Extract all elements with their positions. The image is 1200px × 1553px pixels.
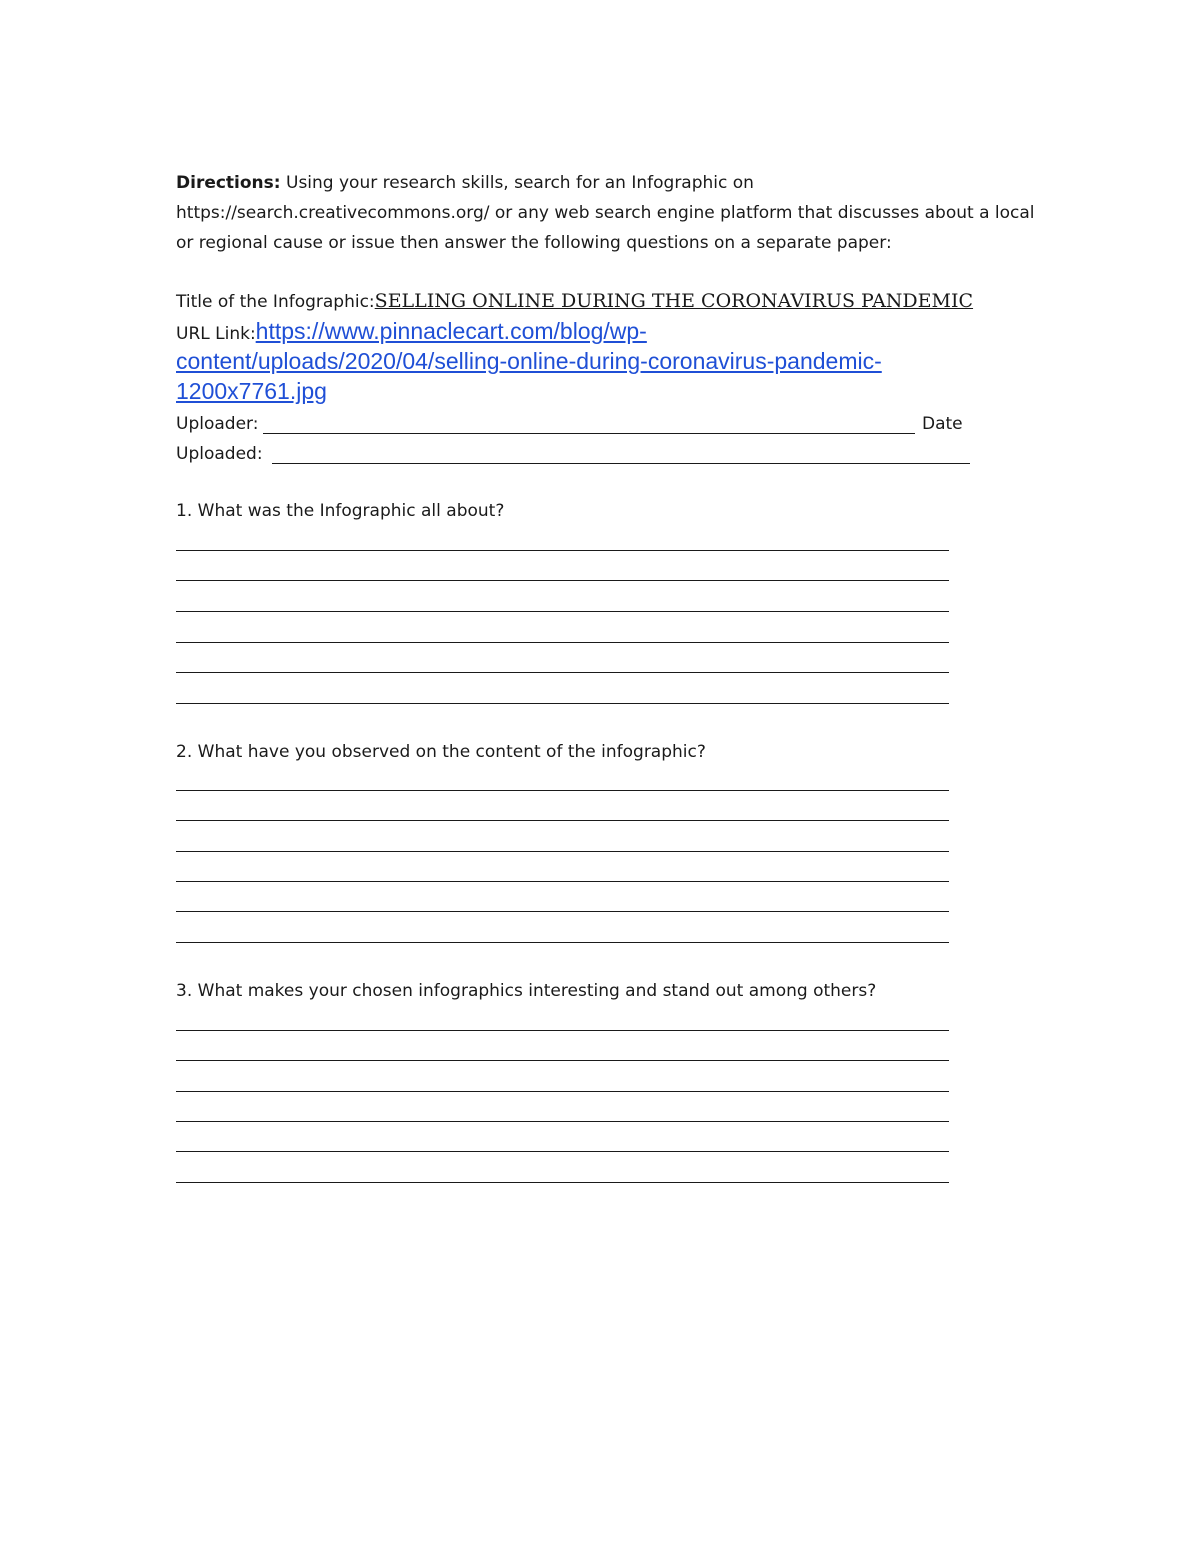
answer-line[interactable]: [176, 642, 949, 643]
directions-line-3: or regional cause or issue then answer the following questions on a separate paper:: [176, 233, 892, 253]
url-link-part-1[interactable]: https://www.pinnaclecart.com/blog/wp-: [255, 318, 647, 344]
question-1-number: 1.: [176, 501, 193, 521]
directions-line-1: [176, 172, 754, 194]
answer-line[interactable]: [176, 1121, 949, 1122]
answer-line[interactable]: [176, 1060, 949, 1061]
question-1-text: What was the Infographic all about?: [192, 501, 505, 521]
question-3-text: What makes your chosen infographics interesting and stand out among others?: [192, 981, 877, 1001]
url-link-part-3[interactable]: 1200x7761.jpg: [176, 378, 327, 404]
directions-text-1: Using your research skills, search for an Infographic on: [280, 173, 754, 193]
uploaded-blank-line[interactable]: [272, 463, 970, 464]
answer-line[interactable]: [176, 580, 949, 581]
url-link-part-2[interactable]: content/uploads/2020/04/selling-online-during-coronavirus-pandemic-: [176, 348, 882, 374]
answer-line[interactable]: [176, 881, 949, 882]
answer-line[interactable]: [176, 1030, 949, 1031]
question-3: [176, 980, 876, 1002]
answer-line[interactable]: [176, 820, 949, 821]
question-1: [176, 500, 504, 522]
question-2-number: 2.: [176, 742, 193, 762]
url-row-1: [176, 316, 647, 349]
question-2: [176, 741, 706, 763]
url-label: URL Link:: [176, 324, 256, 344]
answer-line[interactable]: [176, 672, 949, 673]
answer-line[interactable]: [176, 851, 949, 852]
uploader-label: Uploader:: [176, 414, 259, 434]
directions-line-2: https://search.creativecommons.org/ or any web search engine platform that discusses about a local: [176, 203, 1035, 223]
infographic-title-value: SELLING ONLINE DURING THE CORONAVIRUS PANDEMIC: [374, 290, 974, 312]
answer-line[interactable]: [176, 1151, 949, 1152]
answer-line[interactable]: [176, 611, 949, 612]
answer-line[interactable]: [176, 1091, 949, 1092]
date-label: Date: [922, 414, 963, 434]
answer-line[interactable]: [176, 550, 949, 551]
answer-line[interactable]: [176, 911, 949, 912]
infographic-title-row: [176, 290, 973, 313]
question-2-text: What have you observed on the content of the infographic?: [192, 742, 706, 762]
uploader-blank-line[interactable]: [263, 433, 915, 434]
uploaded-label: Uploaded:: [176, 444, 263, 464]
directions-label: Directions:: [176, 173, 281, 193]
answer-line[interactable]: [176, 1182, 949, 1183]
title-label: Title of the Infographic:: [176, 292, 375, 312]
question-3-number: 3.: [176, 981, 193, 1001]
answer-line[interactable]: [176, 703, 949, 704]
answer-line[interactable]: [176, 942, 949, 943]
answer-line[interactable]: [176, 790, 949, 791]
